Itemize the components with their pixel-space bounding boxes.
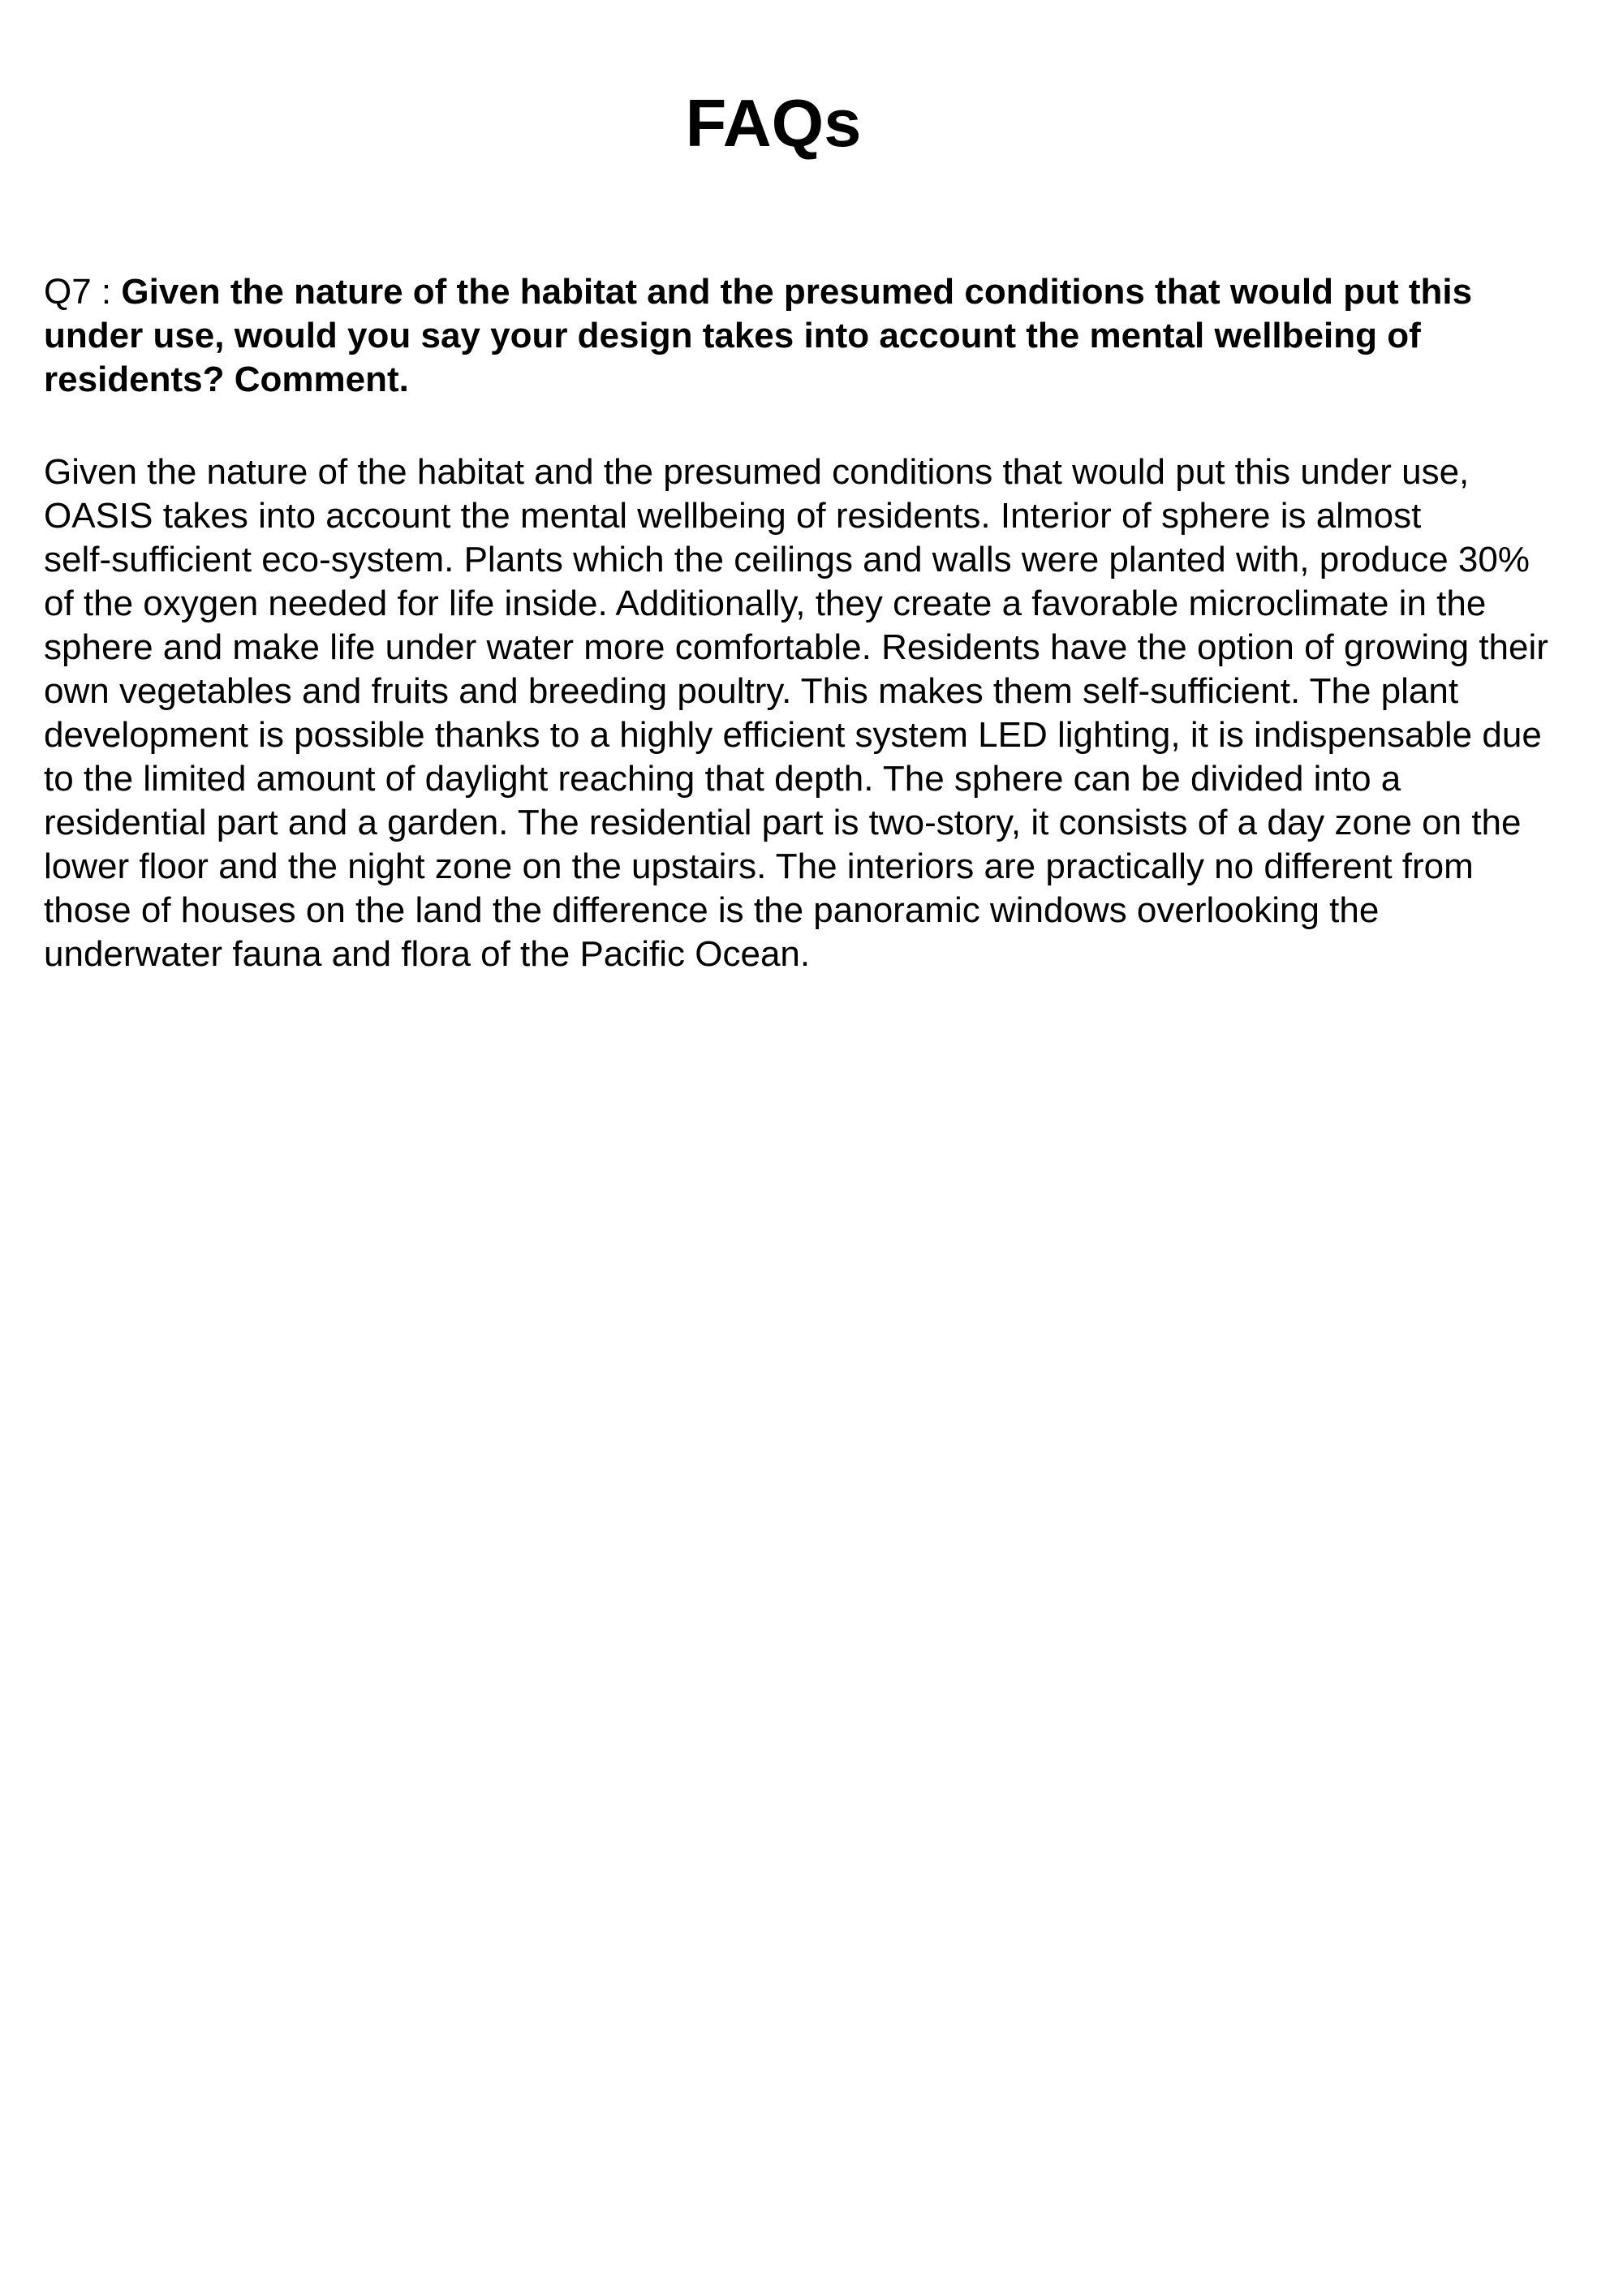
answer-line: Given the nature of the habitat and the presumed conditions that would put this under use, [44,452,1470,492]
answer-line: underwater fauna and flora of the Pacific Ocean. [44,934,811,974]
answer-line: to the limited amount of daylight reaching that depth. The sphere can be divided into a [44,759,1401,799]
question-line: under use, would you say your design takes into account the mental wellbeing of [44,316,1421,355]
answer-line: of the oxygen needed for life inside. Additionally, they create a favorable microclimate in the [44,584,1487,623]
faq-answer [44,450,1586,976]
answer-line: sphere and make life under water more comfortable. Residents have the option of growing their [44,627,1548,667]
page-title: FAQs [685,85,862,161]
answer-line: those of houses on the land the difference is the panoramic windows overlooking the [44,890,1380,930]
answer-line: OASIS takes into account the mental wellbeing of residents. Interior of sphere is almost [44,496,1422,536]
answer-line: own vegetables and fruits and breeding poultry. This makes them self-sufficient. The plant [44,671,1459,711]
question-label: Q7 : [44,272,122,312]
answer-line: development is possible thanks to a highly efficient system LED lighting, it is indispensable due [44,715,1542,755]
answer-line: residential part and a garden. The residential part is two-story, it consists of a day zone on the [44,803,1522,842]
question-line: Given the nature of the habitat and the presumed conditions that would put this [121,272,1473,312]
answer-line: self-sufficient eco-system. Plants which the ceilings and walls were planted with, produce 30% [44,540,1530,579]
answer-line: lower floor and the night zone on the upstairs. The interiors are practically no different from [44,846,1474,886]
question-line: residents? Comment. [44,360,409,399]
faq-question [44,270,1586,402]
